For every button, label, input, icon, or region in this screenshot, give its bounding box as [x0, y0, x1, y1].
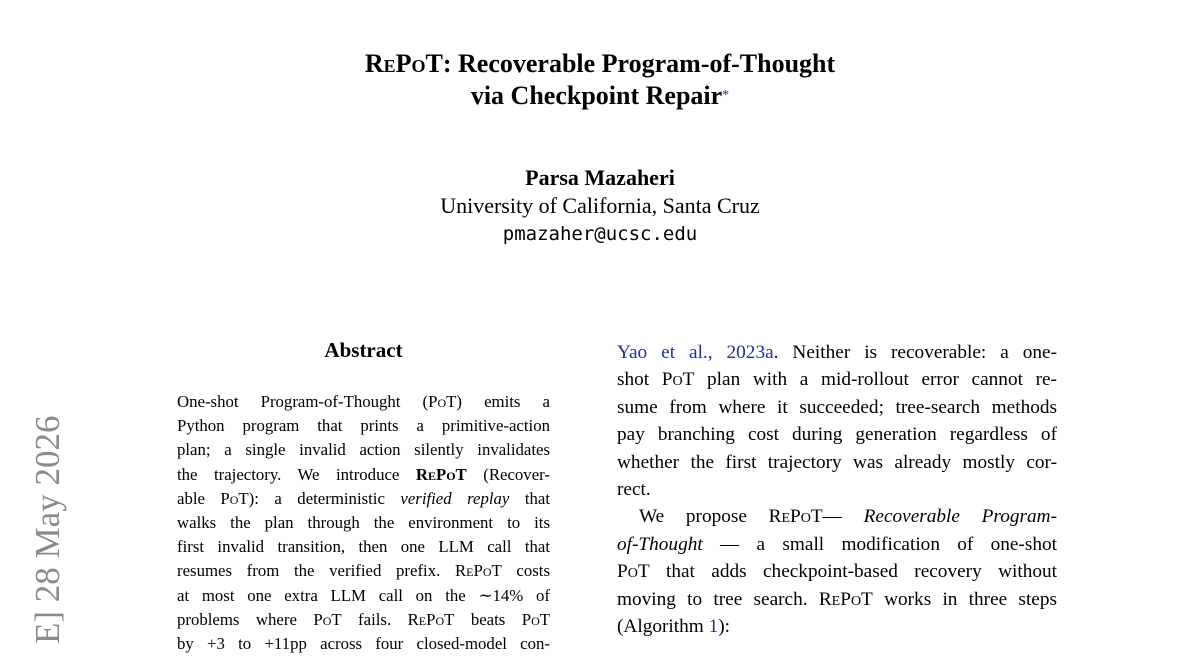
abstract-line: walks the plan through the environment to its	[177, 513, 550, 533]
algorithm-ref-link[interactable]: 1	[708, 616, 719, 638]
citation-link[interactable]: Yao et al., 2023a	[617, 342, 774, 363]
abstract-body	[177, 390, 550, 656]
title-line-2-text: via Checkpoint Repair	[470, 81, 723, 110]
body-line: We propose RePoT— Recoverable Program-	[639, 506, 1057, 528]
body-line	[617, 339, 1057, 366]
arxiv-sidebar-stamp: E] 28 May 2026	[28, 415, 67, 644]
abstract-line: plan; a single invalid action silently invalidates	[177, 440, 550, 460]
body-line: whether the first trajectory was already mostly cor-	[617, 451, 1057, 473]
abstract-line: first invalid transition, then one LLM call that	[177, 537, 550, 557]
title-acronym: RePoT	[364, 49, 443, 78]
title-footnote-mark[interactable]: *	[722, 88, 730, 103]
body-line: of-Thought — a small modification of one-shot	[617, 533, 1057, 555]
right-column-body	[617, 339, 1057, 640]
abstract-line: resumes from the verified prefix. RePoT costs	[177, 561, 550, 581]
author-block	[0, 164, 1200, 248]
abstract-heading: Abstract	[324, 338, 403, 362]
body-line-text: . Neither is recoverable: a one-	[773, 342, 1058, 363]
body-line: shot PoT plan with a mid-rollout error cannot re-	[617, 369, 1057, 391]
abstract-line: by +3 to +11pp across four closed-model con-	[177, 634, 550, 654]
title-line-1	[0, 48, 1200, 80]
abstract-line: able PoT): a deterministic verified replay that	[177, 488, 550, 508]
author-name: Parsa Mazaheri	[525, 165, 675, 190]
abstract-line: problems where PoT fails. RePoT beats PoT	[177, 609, 551, 629]
body-line: rect.	[617, 479, 651, 501]
body-line: (Algorithm 1):	[617, 616, 730, 638]
abstract-line: Python program that prints a primitive-action	[177, 416, 550, 436]
body-line: PoT that adds checkpoint-based recovery without	[617, 561, 1057, 583]
abstract-line: at most one extra LLM call on the ∼14% of	[177, 585, 550, 605]
body-line: sume from where it succeeded; tree-search methods	[617, 396, 1057, 418]
title-line-2	[0, 80, 1200, 112]
title-line-1-rest: : Recoverable Program-of-Thought	[442, 49, 836, 78]
body-line: pay branching cost during generation regardless of	[617, 424, 1057, 446]
paper-title	[0, 48, 1200, 112]
abstract-line: One-shot Program-of-Thought (PoT) emits a	[177, 392, 550, 411]
body-line: moving to tree search. RePoT works in three steps	[617, 588, 1057, 610]
author-affiliation: University of California, Santa Cruz	[440, 193, 760, 218]
author-email[interactable]: pmazaher@ucsc.edu	[502, 223, 698, 245]
abstract-line: the trajectory. We introduce RePoT (Recover-	[177, 464, 550, 484]
